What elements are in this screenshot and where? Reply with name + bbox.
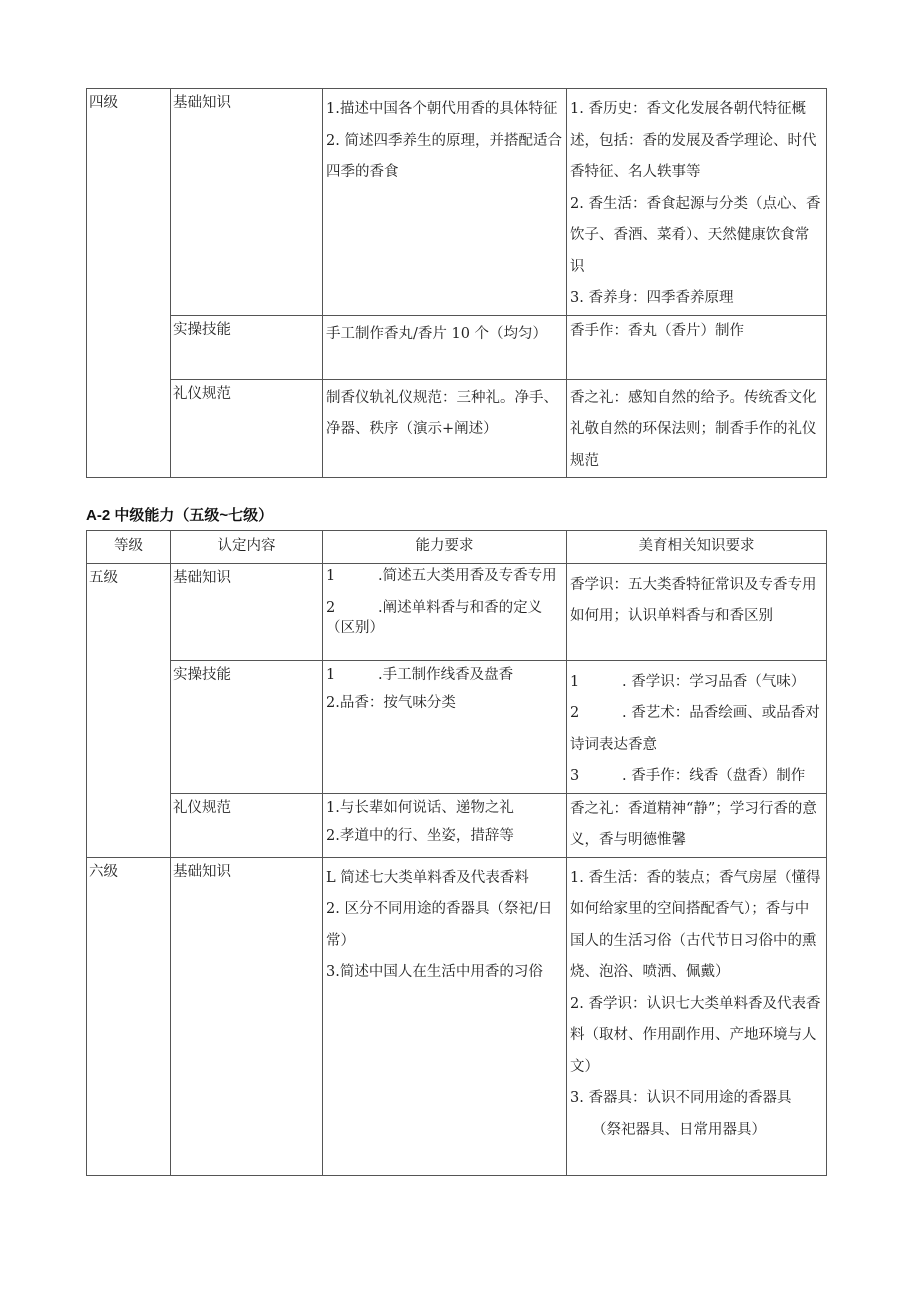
table-row [87, 379, 827, 478]
knowledge-line: 香学识：五大类香特征常识及专香专用如何用；认识单料香与和香区别 [570, 576, 817, 624]
table-row [87, 793, 827, 857]
knowledge-line: 3. 香养身：四季香养原理 [570, 290, 734, 306]
table-row [87, 89, 827, 316]
content-label: 基础知识 [173, 569, 231, 586]
knowledge-line: 1. 香历史：香文化发展各朝代特征概述，包括：香的发展及香学理论、时代香特征、名人轶事等 [570, 101, 817, 180]
table-row [87, 857, 827, 1175]
content-label: 实操技能 [173, 321, 231, 338]
ability-line: .简述五大类用香及专香专用 [378, 567, 557, 584]
ability-line: 1.描述中国各个朝代用香的具体特征 [326, 101, 558, 117]
ability-line: 2.孝道中的行、坐姿，措辞等 [326, 827, 514, 844]
header-row [87, 531, 827, 564]
header-ability: 能力要求 [323, 531, 567, 564]
ability-line: 3.简述中国人在生活中用香的习俗 [326, 964, 543, 980]
list-number: 1 [326, 666, 336, 683]
ability-line: L 简述七大类单料香及代表香料 [326, 869, 529, 886]
ability-cell [323, 857, 567, 1175]
knowledge-cell [567, 857, 827, 1175]
header-level: 等级 [87, 531, 171, 564]
content-label: 礼仪规范 [173, 799, 231, 816]
knowledge-line: 香之礼：香道精神“静”；学习行香的意义，香与明德惟馨 [570, 800, 817, 848]
ability-line: 手工制作香丸/香片 10 个（均匀） [326, 325, 548, 342]
ability-line: 2.品香：按气味分类 [326, 694, 456, 711]
knowledge-line: 1. 香生活：香的装点；香气房屋（懂得如何给家里的空间搭配香气）；香与中国人的生活习俗（古代节日习俗中的熏烧、泡浴、喷洒、佩戴） [570, 869, 821, 980]
level-label: 五级 [89, 569, 118, 586]
list-number: 1 [326, 567, 336, 584]
content-label: 基础知识 [173, 863, 231, 880]
header-knowledge: 美育相关知识要求 [567, 531, 827, 564]
header-content: 认定内容 [171, 531, 323, 564]
knowledge-cell [567, 563, 827, 660]
level-label: 六级 [89, 863, 118, 880]
knowledge-line: 香之礼：感知自然的给予。传统香文化礼敬自然的环保法则；制香手作的礼仪规范 [570, 389, 817, 469]
knowledge-line: . 香学识：学习品香（气味） [622, 673, 806, 690]
level-cell [87, 563, 171, 857]
list-number: 1 [570, 673, 580, 690]
knowledge-cell [567, 660, 827, 793]
knowledge-line: . 香手作：线香（盘香）制作 [622, 768, 806, 784]
table-row [87, 315, 827, 379]
knowledge-line: （祭祀器具、日常用器具） [592, 1121, 766, 1138]
ability-line: 2. 区分不同用途的香器具（祭祀/日常） [326, 901, 553, 949]
knowledge-cell [567, 89, 827, 316]
level-cell [87, 89, 171, 478]
table-row [87, 660, 827, 793]
content-label: 实操技能 [173, 666, 231, 683]
ability-line: .手工制作线香及盘香 [378, 666, 514, 683]
content-label: 基础知识 [173, 95, 231, 111]
list-number: 3 [570, 768, 580, 784]
ability-line: 2. 简述四季养生的原理，并搭配适合四季的香食 [326, 132, 562, 180]
ability-line: 制香仪轨礼仪规范：三种礼。净手、净器、秩序（演示+阐述） [326, 389, 558, 437]
ability-cell [323, 563, 567, 660]
knowledge-cell [567, 793, 827, 857]
knowledge-line: 2. 香生活：香食起源与分类（点心、香饮子、香酒、菜肴）、天然健康饮食常识 [570, 195, 821, 275]
ability-cell [323, 89, 567, 316]
table-row [87, 563, 827, 660]
ability-cell [323, 793, 567, 857]
level-four-table [86, 88, 827, 478]
knowledge-line: 3. 香器具：认识不同用途的香器具 [570, 1090, 792, 1106]
content-cell [171, 89, 323, 316]
list-number: 2 [570, 705, 580, 721]
knowledge-line: . 香艺术：品香绘画、或品香对诗词表达香意 [570, 705, 820, 753]
section-title: A-2 中级能力（五级~七级） [86, 507, 274, 524]
content-label: 礼仪规范 [173, 385, 231, 402]
ability-line: .阐述单料香与和香的定义（区别） [326, 599, 543, 636]
list-number: 2 [326, 599, 336, 616]
knowledge-line: 香手作：香丸（香片）制作 [570, 322, 744, 339]
ability-cell [323, 660, 567, 793]
ability-line: 1.与长辈如何说话、递物之礼 [326, 799, 514, 816]
level-label: 四级 [89, 95, 118, 111]
level-cell [87, 857, 171, 1175]
knowledge-line: 2. 香学识：认识七大类单料香及代表香料（取材、作用副作用、产地环境与人文） [570, 995, 821, 1075]
intermediate-level-table [86, 530, 827, 1176]
